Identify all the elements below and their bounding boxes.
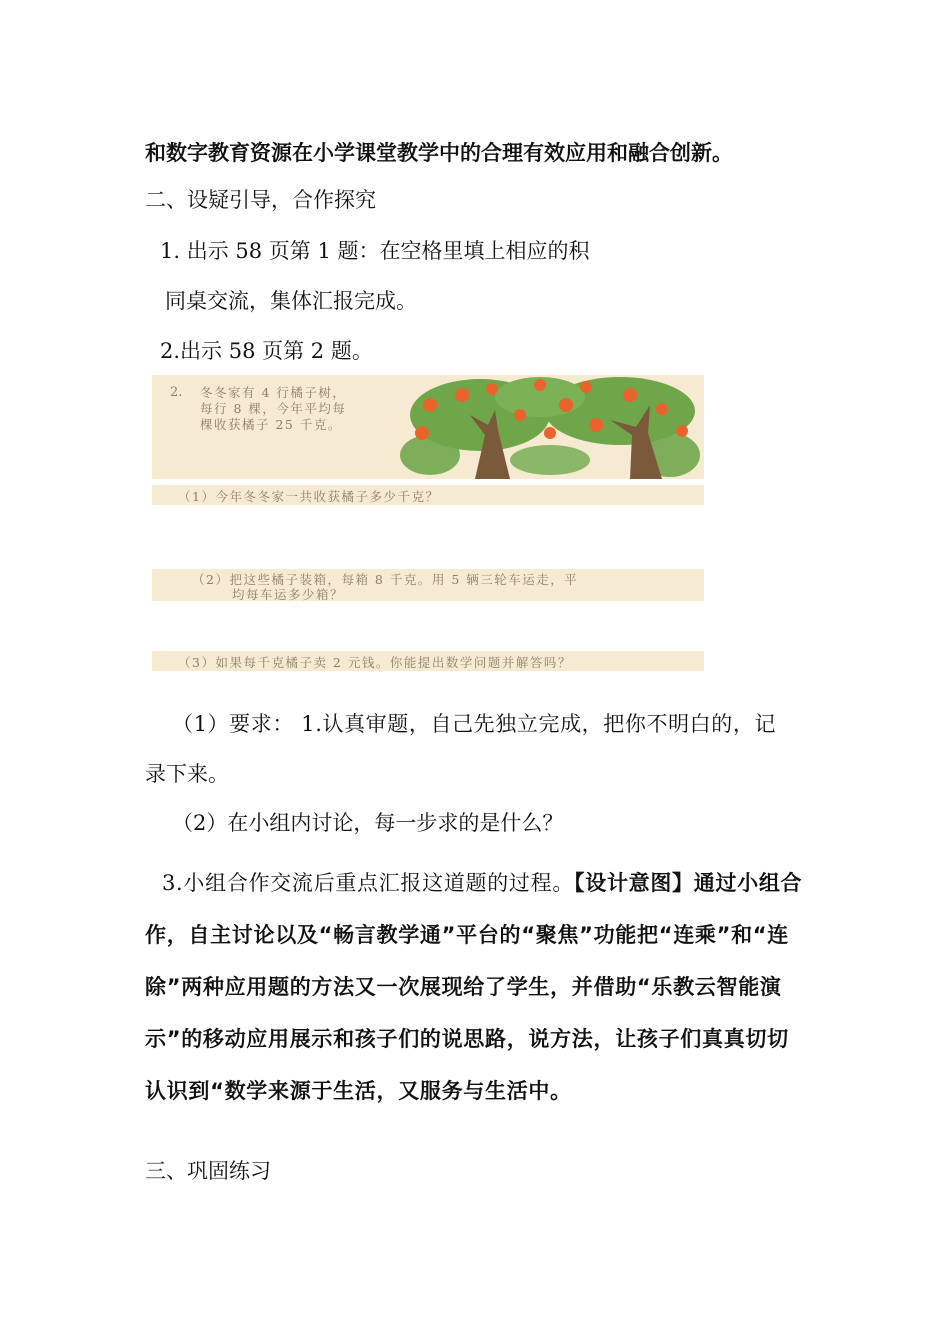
requirement-2: （2）在小组内讨论，每一步求的是什么？ (172, 811, 564, 835)
figure-question-3: （3）如果每千克橘子卖 2 元钱。你能提出数学问题并解答吗？ (178, 655, 572, 670)
design-intent-text: 【设计意图】通过小组合作，自主讨论以及“畅言教学通”平台的“聚焦”功能把“连乘”和“连除”两种应用题的方法又一次展现给了学生，并借助“乐教云智能演示”的移动应用展示和孩子们的说思路，说方法，让孩子们真真切切认识到“数学来源于生活，又服务与生活中。 (145, 871, 803, 1103)
figure-question-2-line-1: （2）把这些橘子装箱，每箱 8 千克。用 5 辆三轮车运走，平 (192, 572, 579, 587)
section-heading-3: 三、巩固练习 (145, 1159, 271, 1183)
item-2: 2.出示 58 页第 2 题。 (160, 339, 373, 363)
problem-line-1: 冬冬家有 4 行橘子树， (200, 385, 347, 400)
paragraph-intro-end: 和数字教育资源在小学课堂教学中的合理有效应用和融合创新。 (145, 141, 733, 165)
problem-line-3: 棵收获橘子 25 千克。 (200, 417, 342, 432)
item-1-note: 同桌交流，集体汇报完成。 (165, 289, 417, 313)
design-intent-paragraph (145, 857, 807, 1117)
orange-tree-illustration (400, 375, 700, 479)
problem-number: 2. (170, 385, 183, 400)
problem-line-2: 每行 8 棵，今年平均每 (200, 401, 347, 416)
requirement-1-cont: 录下来。 (145, 762, 229, 786)
figure-question-2-line-2: 均每车运多少箱？ (232, 587, 345, 602)
section-heading-2: 二、设疑引导，合作探究 (145, 188, 376, 212)
requirement-1: （1）要求： 1.认真审题，自己先独立完成，把你不明白的，记 (172, 712, 777, 736)
textbook-figure (148, 373, 730, 675)
item-1: 1. 出示 58 页第 1 题：在空格里填上相应的积 (160, 239, 590, 263)
figure-question-1: （1）今年冬冬家一共收获橘子多少千克？ (178, 489, 440, 504)
report-sentence: 3.小组合作交流后重点汇报这道题的过程。 (162, 871, 575, 895)
